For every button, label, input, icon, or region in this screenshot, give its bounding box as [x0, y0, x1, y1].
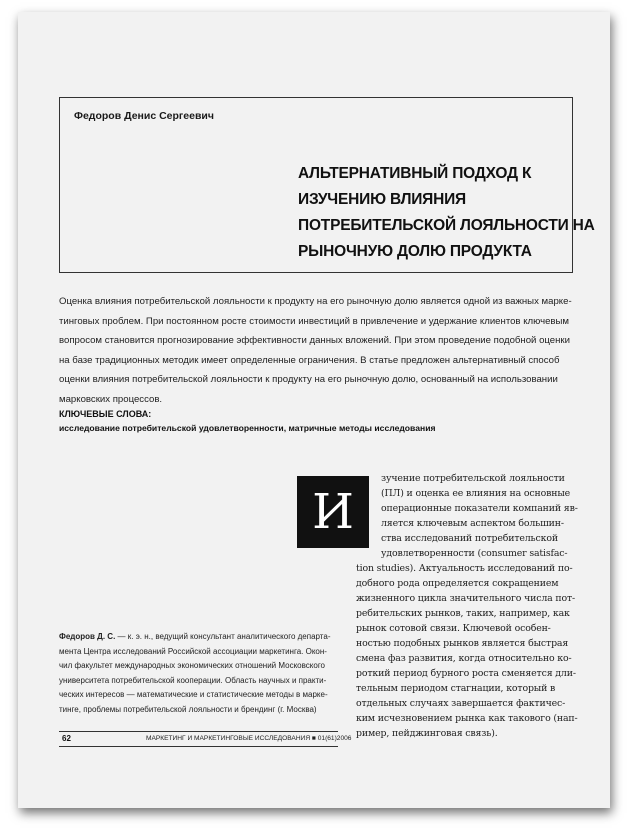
body-line: роткий период бурного роста сменяется дли-: [356, 668, 576, 679]
bio-line: мента Центра исследований Российской ассоциации маркетинга. Окон-: [59, 646, 327, 656]
body-line: удовлетворенности (consumer satisfac-: [381, 548, 568, 559]
keywords-text: исследование потребительской удовлетворенности, матричные методы исследования: [59, 423, 436, 433]
author-name: Федоров Денис Сергеевич: [74, 110, 214, 122]
title-line: ИЗУЧЕНИЮ ВЛИЯНИЯ: [298, 191, 466, 208]
footer-rule-bottom: [59, 746, 338, 747]
body-line: зучение потребительской лояльности: [381, 473, 565, 484]
author-bio: [59, 630, 349, 717]
bio-line: [59, 630, 349, 645]
article-title: [298, 161, 595, 265]
body-line: смена фаз развития, когда относительно ко-: [356, 653, 572, 664]
bio-line: университета потребительской кооперации. Область научных и практи-: [59, 675, 327, 685]
abstract-line: на базе традиционных методик имеет определенные ограничения. В статье предложен альтернативный способ: [59, 354, 560, 366]
page-number: 62: [62, 734, 71, 743]
title-line: РЫНОЧНУЮ ДОЛЮ ПРОДУКТА: [298, 243, 532, 260]
keywords-label: КЛЮЧЕВЫЕ СЛОВА:: [59, 409, 152, 419]
abstract-line: Оценка влияния потребительской лояльности к продукту на его рыночную долю является одной из важных марке-: [59, 296, 572, 307]
bio-line: ческих интересов — математические и статистические методы в марке-: [59, 690, 328, 699]
body-line: добного рода определяется сокращением: [356, 578, 559, 589]
body-line: ства исследований потребительской: [381, 533, 558, 544]
journal-name: МАРКЕТИНГ И МАРКЕТИНГОВЫЕ ИССЛЕДОВАНИЯ ■ 01(61)2006: [146, 735, 352, 742]
body-line: tion studies). Актуальность исследований по-: [356, 563, 573, 574]
body-line: жизненного цикла значительного числа пот-: [356, 593, 576, 604]
abstract-line: тинговых проблем. При постоянном росте стоимости инвестиций в привлечение и удержание клиентов ключевым: [59, 315, 570, 327]
title-line: ПОТРЕБИТЕЛЬСКОЙ ЛОЯЛЬНОСТИ НА: [298, 217, 595, 234]
abstract-line: марковских процессов.: [59, 393, 163, 405]
body-line: ляется ключевым аспектом большин-: [381, 518, 564, 529]
body-line: ностью подобных рынков является быстрая: [356, 638, 569, 649]
abstract-line: вопросом становится прогнозирование эффективности данных вложений. При этом проведение подобной оценки: [59, 335, 570, 347]
body-line: ример, пейджинговая связь).: [356, 728, 498, 739]
bio-line: чил факультет международных экономических отношений Московского: [59, 661, 326, 670]
bio-name: Федоров Д. С.: [59, 632, 116, 641]
body-line: тельным периодом стагнации, который в: [356, 683, 556, 694]
abstract-line: оценки влияния потребительской лояльности к продукту на его рыночную долю, основанный на использовании: [59, 374, 558, 386]
title-line: АЛЬТЕРНАТИВНЫЙ ПОДХОД К: [298, 165, 532, 182]
body-line: операционные показатели компаний яв-: [381, 503, 578, 514]
body-line: рынок сотовой связи. Ключевой особен-: [356, 623, 551, 634]
abstract: [59, 292, 579, 410]
footer-rule-top: [59, 731, 338, 732]
body-line: ребительских рынков, таких, например, как: [356, 608, 570, 619]
drop-cap: И: [297, 476, 369, 548]
body-line: (ПЛ) и оценка ее влияния на основные: [381, 488, 571, 499]
body-line: отдельных случаях завершается фактичес-: [356, 698, 566, 709]
body-line: ким исчезновением рынка как такового (нап-: [356, 713, 578, 724]
bio-line: тинге, проблемы потребительской лояльности и брендинг (г. Москва): [59, 704, 317, 714]
bio-line-text: — к. э. н., ведущий консультант аналитического департа-: [115, 632, 331, 641]
